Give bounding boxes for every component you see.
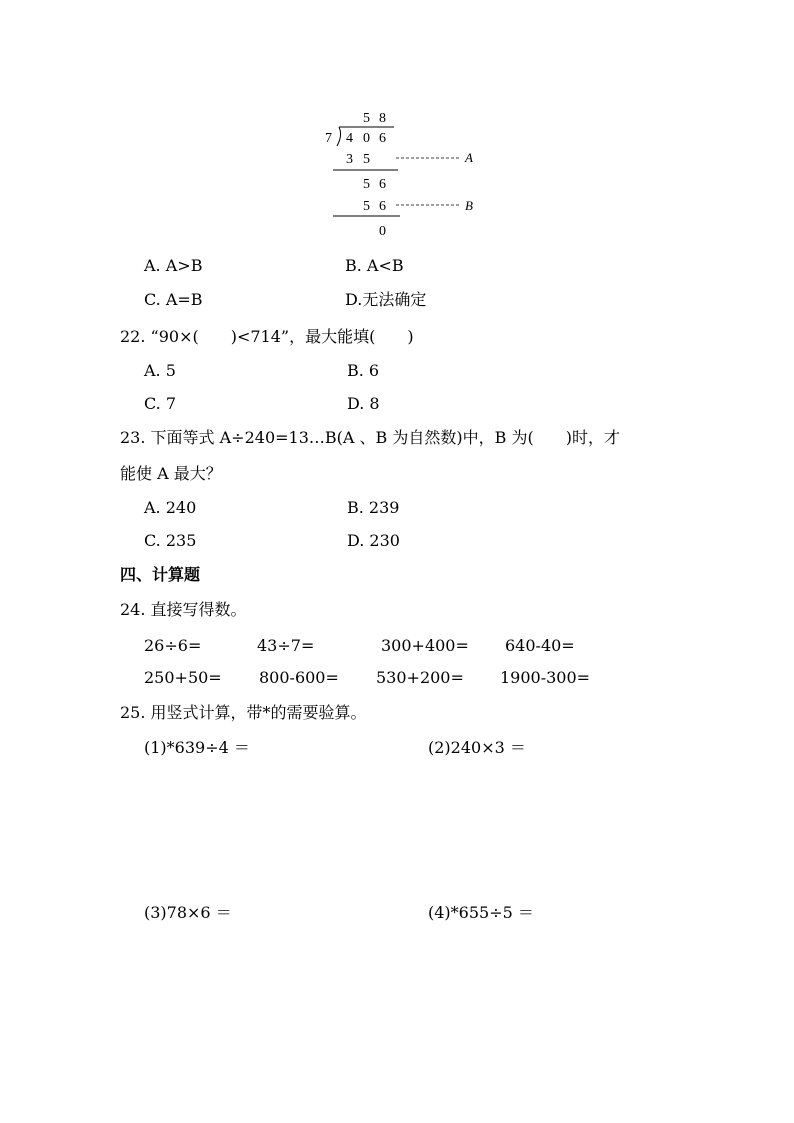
q22-option-d: D. 8: [347, 394, 380, 413]
q23-option-d: D. 230: [347, 531, 400, 550]
q25-item-1: (1)*639÷4 ＝: [144, 738, 250, 757]
q22-option-b: B. 6: [347, 361, 380, 380]
step-digit: 6: [379, 199, 386, 214]
remainder: 0: [379, 224, 386, 239]
dividend-digit: 0: [363, 131, 370, 146]
section-title: 四、计算题: [120, 565, 201, 584]
q21-option-c: C. A=B: [144, 290, 203, 309]
q21-option-d: D.无法确定: [345, 290, 427, 309]
quotient-digit: 5: [363, 111, 370, 126]
q24-item: 640-40=: [505, 636, 575, 655]
q21-option-b: B. A<B: [345, 256, 404, 275]
step-digit: 3: [346, 152, 353, 167]
dividend-digit: 6: [379, 131, 386, 146]
q22-option-a: A. 5: [144, 361, 176, 380]
q23-stem-line1: 23. 下面等式 A÷240=13…B(A 、B 为自然数)中，B 为( )时，才: [120, 428, 620, 447]
q25-item-3: (3)78×6 ＝: [144, 903, 232, 922]
q25-item-4: (4)*655÷5 ＝: [428, 903, 534, 922]
q24-stem: 24. 直接写得数。: [120, 600, 247, 619]
q23-stem-line2: 能使 A 最大？: [120, 464, 222, 483]
q24-item: 300+400=: [381, 636, 469, 655]
step-digit: 5: [363, 177, 370, 192]
q25-stem: 25. 用竖式计算，带*的需要验算。: [120, 703, 367, 722]
q22-option-c: C. 7: [144, 394, 177, 413]
dividend-digit: 4: [346, 131, 353, 146]
q23-option-a: A. 240: [144, 498, 197, 517]
q21-option-a: A. A>B: [144, 256, 203, 275]
q24-item: 43÷7=: [257, 636, 315, 655]
q24-item: 530+200=: [376, 668, 464, 687]
step-digit: 6: [379, 177, 386, 192]
step-digit: 5: [363, 199, 370, 214]
q23-option-c: C. 235: [144, 531, 197, 550]
q24-item: 800-600=: [259, 668, 339, 687]
label-b: B: [465, 198, 473, 213]
q24-item: 1900-300=: [500, 668, 591, 687]
divisor: 7: [325, 131, 332, 146]
q23-option-b: B. 239: [347, 498, 400, 517]
long-division-figure: [318, 104, 498, 244]
q25-item-2: (2)240×3 ＝: [428, 738, 526, 757]
q22-stem: 22. “90×( )<714”，最大能填( ): [120, 327, 414, 346]
quotient-digit: 8: [379, 111, 386, 126]
step-digit: 5: [363, 152, 370, 167]
q24-item: 26÷6=: [144, 636, 202, 655]
label-a: A: [465, 150, 473, 165]
division-bracket: [337, 127, 341, 146]
q24-item: 250+50=: [144, 668, 222, 687]
